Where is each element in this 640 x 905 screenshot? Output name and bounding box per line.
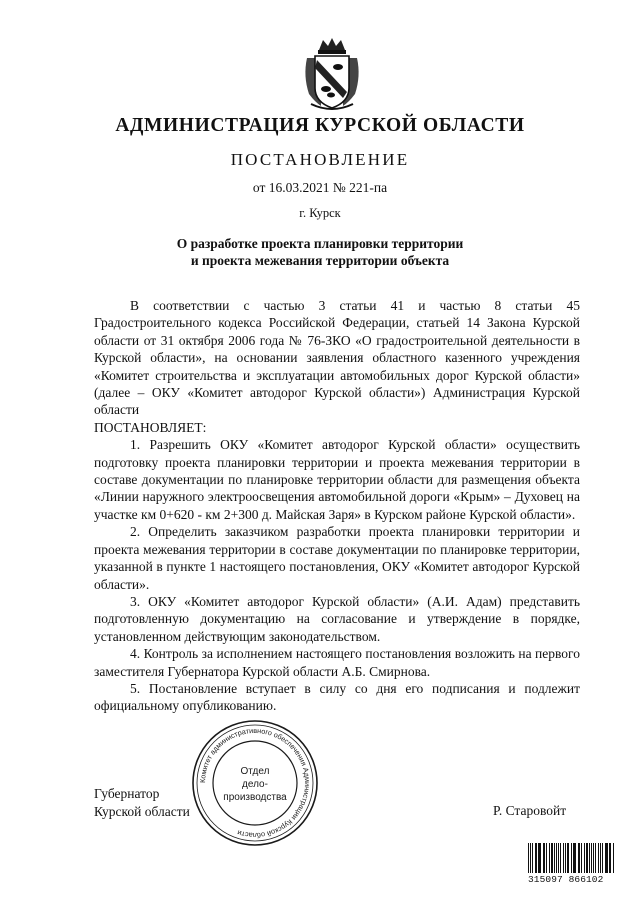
document-barcode <box>528 843 614 885</box>
barcode-bar <box>598 843 599 873</box>
barcode-bar <box>595 843 596 873</box>
document-city: г. Курск <box>299 206 341 220</box>
barcode-bar <box>528 843 529 873</box>
barcode-bar <box>549 843 550 873</box>
barcode-bar <box>589 843 590 873</box>
barcode-bar <box>530 843 531 873</box>
stamp-center-line-2: дело- <box>242 779 268 790</box>
resolution-item-1: 1. Разрешить ОКУ «Комитет автодорог Курской области» осуществить подготовку проекта планировки территории и проекта межевания территории в составе документации по планировке территории области для размещения объекта «Линии наружного электроосвещения автомобильной дороги «Крым» – Духовец на участке км 0+620 - км 2+300 д. Майская Заря» в Курском районе Курской области». <box>94 437 580 522</box>
subject-line-2: и проекта межевания территории объекта <box>190 253 450 268</box>
barcode-bar <box>586 843 588 873</box>
signatory-title-line-1: Губернатор <box>94 786 160 801</box>
barcode-bar <box>584 843 585 873</box>
barcode-bar <box>574 843 575 873</box>
barcode-bar <box>563 843 564 873</box>
resolution-item-5: 5. Постановление вступает в силу со дня его подписания и подлежит официальному опубликованию. <box>94 680 580 714</box>
barcode-bar <box>546 843 547 873</box>
barcode-bar <box>558 843 559 873</box>
barcode-bar <box>539 843 540 873</box>
barcode-bar <box>605 843 606 873</box>
barcode-bar <box>613 843 614 873</box>
resolution-item-3: 3. ОКУ «Комитет автодорог Курской области» (А.И. Адам) представить подготовленную документацию на согласование и утверждение в порядке, установленном действующим законодательством. <box>94 593 580 644</box>
barcode-bar <box>556 843 557 873</box>
barcode-bar <box>591 843 592 873</box>
barcode-bar <box>538 843 539 873</box>
barcode-number: 315097 866102 <box>528 874 604 885</box>
barcode-bar <box>567 843 569 873</box>
barcode-bar <box>544 843 545 873</box>
barcode-bar <box>560 843 561 873</box>
barcode-bar <box>602 843 603 873</box>
signatory-title-line-2: Курской области <box>94 804 190 819</box>
barcode-bar <box>579 843 580 873</box>
kursk-coat-of-arms-icon <box>301 36 363 112</box>
office-stamp-icon <box>190 718 320 848</box>
signatory-title <box>94 785 190 821</box>
barcode-bar <box>532 843 533 873</box>
barcode-icon <box>528 843 614 873</box>
barcode-bar <box>551 843 553 873</box>
organization-title: АДМИНИСТРАЦИЯ КУРСКОЙ ОБЛАСТИ <box>115 115 525 136</box>
subject-line-1: О разработке проекта планировки территории <box>176 236 464 251</box>
document-date-number: от 16.03.2021 № 221-па <box>252 180 388 195</box>
preamble-paragraph: В соответствии с частью 3 статьи 41 и частью 8 статьи 45 Градостроительного кодекса Российской Федерации, статьей 14 Закона Курской области от 31 октября 2006 года № 76-ЗКО «О градостроительной деятельности в Курской области», на основании заявления областного казенного учреждения «Комитет строительства и эксплуатации автомобильных дорог Курской области» (далее – ОКУ «Комитет автодорог Курской области») Администрация Курской области <box>94 298 580 418</box>
barcode-bar <box>609 843 610 873</box>
resolution-item-2: 2. Определить заказчиком разработки проекта планировки территории и проекта межевания территории в составе документации по планировке территории, указанной в пункте 1 настоящего постановления, ОКУ «Комитет автодорог Курской области». <box>94 524 580 592</box>
document-subject <box>0 235 640 269</box>
document-type: ПОСТАНОВЛЕНИЕ <box>230 150 410 169</box>
document-body <box>94 297 580 715</box>
barcode-bar <box>554 843 555 873</box>
resolves-heading: ПОСТАНОВЛЯЕТ: <box>94 419 207 435</box>
barcode-bar <box>535 843 537 873</box>
barcode-bar <box>606 843 608 873</box>
signatory-name: Р. Старовойт <box>493 803 567 818</box>
barcode-bar <box>593 843 594 873</box>
stamp-ring-text: Комитет административного обеспечения Администрации Курской области <box>197 725 313 841</box>
stamp-center-line-1: Отдел <box>240 766 270 777</box>
barcode-bar <box>571 843 572 873</box>
barcode-bar <box>565 843 566 873</box>
barcode-bar <box>581 843 582 873</box>
barcode-bar <box>573 843 574 873</box>
stamp-center-line-3: производства <box>223 792 287 803</box>
barcode-bar <box>600 843 601 873</box>
resolution-item-4: 4. Контроль за исполнением настоящего постановления возложить на первого заместителя Губернатора Курской области А.Б. Смирнова. <box>94 646 580 679</box>
barcode-bar <box>543 843 544 873</box>
barcode-bar <box>578 843 579 873</box>
